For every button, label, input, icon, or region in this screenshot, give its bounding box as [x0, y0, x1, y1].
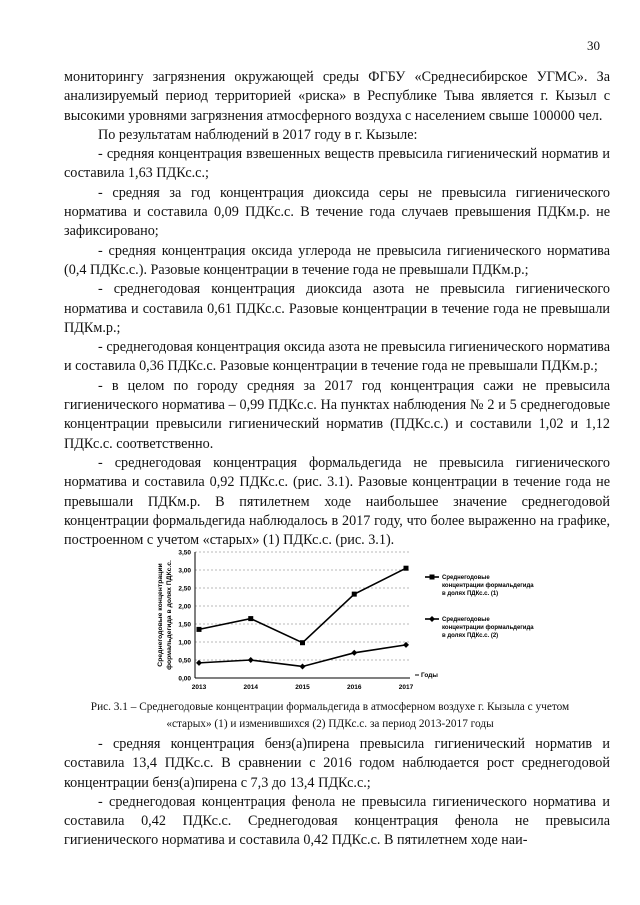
y-tick-label: 2,50 — [178, 585, 191, 593]
paragraph: - средняя концентрация оксида углерода не превысила гигиенического норматива (0,4 ПДКс.с.). Разовые концентрации в течение года не превышали ПДКм.р.; — [64, 242, 610, 278]
data-point — [403, 642, 409, 648]
paragraph: - средняя концентрация бенз(а)пирена превысила гигиенический норматив и составила 13,4 ПДКс.с. В сравнении с 2016 годом наблюдается рост среднегодовой концентрации бенз(а)пирена с 7,3 до 13,4 ПДКс.с.; — [64, 736, 610, 791]
legend-marker — [429, 616, 435, 622]
legend-label: концентрации формальдегида — [442, 625, 534, 631]
x-tick-label: 2014 — [243, 684, 258, 691]
data-point — [352, 592, 357, 597]
data-point — [197, 627, 202, 632]
y-axis-label-line2: формальдегида в долях ПДКс.с. — [166, 560, 173, 670]
page-number: 30 — [587, 38, 600, 53]
data-point — [248, 616, 253, 621]
data-point — [196, 660, 202, 666]
x-tick-label: 2015 — [295, 684, 310, 691]
body-text-bottom — [64, 735, 610, 851]
data-point — [351, 650, 357, 656]
data-point — [300, 663, 306, 669]
legend-label: Среднегодовые — [442, 575, 490, 581]
paragraph: - средняя концентрация взвешенных веществ превысила гигиенический норматив и составила 1,63 ПДКс.с.; — [64, 146, 610, 182]
paragraph: - среднегодовая концентрация оксида азота не превысила гигиенического норматива и составила 0,36 ПДКс.с. Разовые концентрации в течение года не превышали ПДКм.р.; — [64, 339, 610, 375]
y-axis-label-line1: Среднегодовые концентрации — [157, 563, 164, 667]
legend-label: концентрации формальдегида — [442, 583, 534, 589]
legend-label: Среднегодовые — [442, 617, 490, 623]
formaldehyde-line-chart — [140, 545, 560, 695]
x-tick-label: 2017 — [398, 684, 414, 691]
data-point — [300, 640, 305, 645]
series-line — [199, 645, 406, 667]
x-axis-label: Годы — [421, 672, 438, 679]
legend-label: в долях ПДКс.с. (1) — [442, 591, 499, 597]
x-tick-label: 2013 — [191, 684, 207, 691]
y-tick-label: 0,00 — [178, 675, 191, 683]
figure — [140, 545, 560, 695]
y-tick-label: 2,00 — [178, 603, 191, 611]
paragraph: мониторингу загрязнения окружающей среды ФГБУ «Среднесибирское УГМС». За анализируемый период территорией «риска» в Республике Тыва является г. Кызыл с высокими уровнями загрязнения атмосферного воздуха с населением свыше 100000 чел. — [64, 69, 610, 124]
paragraph: - среднегодовая концентрация фенола не превысила гигиенического норматива и составила 0,42 ПДКс.с. Среднегодовая концентрация фенола не превысила гигиенического норматива и составила 0,42 ПДКс.с. В пятилетнем ходе наи- — [64, 793, 610, 849]
paragraph: - в целом по городу средняя за 2017 год концентрация сажи не превысила гигиенического норматива – 0,99 ПДКс.с. На пунктах наблюдения № 2 и 5 среднегодовые концентрации превысили гигиенический норматив (ПДКс.с.) и составили 1,02 и 1,12 ПДКс.с. соответственно. — [64, 377, 610, 452]
legend-label: в долях ПДКс.с. (2) — [442, 633, 499, 639]
body-text-top — [64, 68, 610, 550]
y-tick-label: 3,50 — [178, 549, 191, 557]
y-tick-label: 1,50 — [178, 621, 191, 629]
data-point — [248, 657, 254, 663]
data-point — [404, 566, 409, 571]
figure-caption: Рис. 3.1 – Среднегодовые концентрации формальдегида в атмосферном воздухе г. Кызыла с учетом «старых» (1) и изменившихся (2) ПДКс.с. за период 2013-2017 годы — [90, 701, 570, 730]
series-line — [199, 568, 406, 643]
x-tick-label: 2016 — [347, 684, 362, 691]
paragraph: - средняя за год концентрация диоксида серы не превысила гигиенического норматива и составила 0,09 ПДКс.с. В течение года случаев превышения ПДКм.р. не зафиксировано; — [64, 184, 610, 240]
paragraph: - среднегодовая концентрация формальдегида не превысила гигиенического норматива и составила 0,92 ПДКс.с. (рис. 3.1). Разовые концентрации в течение года не превышали ПДКм.р. В пятилетнем ходе наибольшее значение среднегодовой концентрации формальдегида наблюдалось в 2017 году, что более выраженно на графике, построенном с учетом «старых» (1) ПДКс.с. (рис. 3.1). — [64, 454, 610, 549]
y-tick-label: 3,00 — [178, 567, 191, 575]
y-tick-label: 0,50 — [178, 657, 191, 665]
paragraph: - среднегодовая концентрация диоксида азота не превысила гигиенического норматива и составила 0,61 ПДКс.с. Разовые концентрации в течение года не превышали ПДКм.р.; — [64, 281, 610, 336]
paragraph: По результатам наблюдений в 2017 году в г. Кызыле: — [98, 126, 418, 143]
legend-marker — [430, 575, 435, 580]
y-tick-label: 1,00 — [178, 639, 191, 647]
